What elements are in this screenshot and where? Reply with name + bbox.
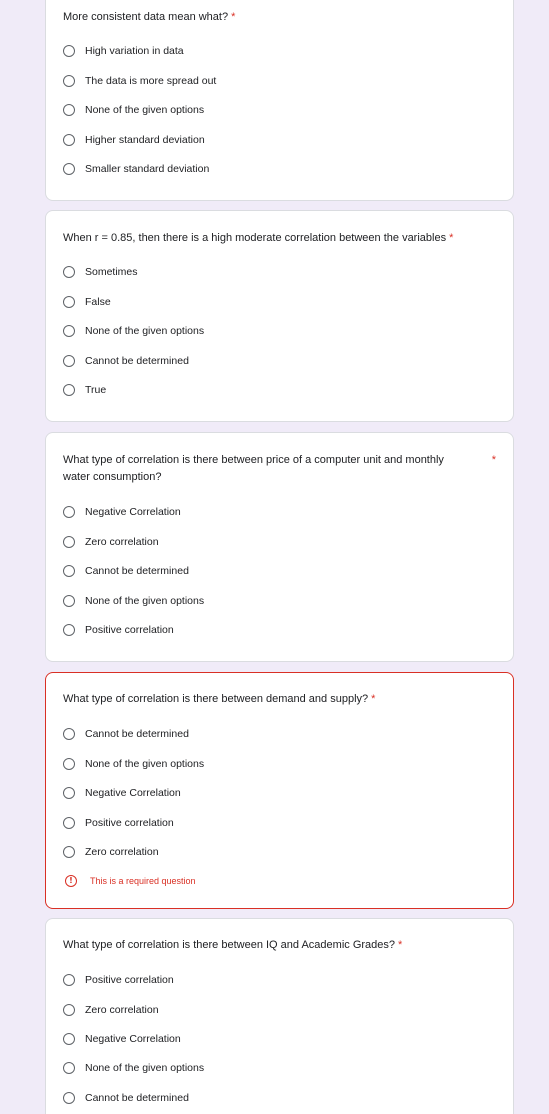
option-label: Positive correlation [85, 817, 174, 829]
option-negative-correlation[interactable] [63, 1029, 181, 1049]
radio-unchecked-icon[interactable] [63, 384, 75, 396]
option-positive-correlation[interactable] [63, 620, 174, 640]
question-card-1 [45, 0, 514, 201]
option-false[interactable] [63, 292, 111, 312]
required-asterisk: * [449, 232, 454, 244]
option-none-of-given[interactable] [63, 591, 204, 611]
error-text: This is a required question [90, 876, 196, 886]
required-asterisk: * [398, 939, 403, 951]
radio-unchecked-icon[interactable] [63, 624, 75, 636]
radio-unchecked-icon[interactable] [63, 1092, 75, 1104]
radio-unchecked-icon[interactable] [63, 758, 75, 770]
radio-unchecked-icon[interactable] [63, 565, 75, 577]
radio-unchecked-icon[interactable] [63, 728, 75, 740]
radio-unchecked-icon[interactable] [63, 974, 75, 986]
required-error-message [65, 873, 196, 889]
option-none-of-given[interactable] [63, 754, 204, 774]
question-card-4 [45, 672, 514, 909]
radio-unchecked-icon[interactable] [63, 536, 75, 548]
option-cannot-be-determined[interactable] [63, 1088, 189, 1108]
option-label: Zero correlation [85, 846, 159, 858]
option-high-variation[interactable] [63, 41, 184, 61]
radio-unchecked-icon[interactable] [63, 595, 75, 607]
option-label: Smaller standard deviation [85, 163, 210, 175]
option-label: Positive correlation [85, 624, 174, 636]
question-text: What type of correlation is there between demand and supply? [63, 693, 369, 705]
question-text: More consistent data mean what? [63, 11, 229, 23]
option-smaller-std-dev[interactable] [63, 159, 209, 179]
radio-unchecked-icon[interactable] [63, 75, 75, 87]
question-card-2 [45, 210, 514, 422]
radio-unchecked-icon[interactable] [63, 266, 75, 278]
question-text: What type of correlation is there between price of a computer unit and monthly water consumption? [63, 454, 444, 483]
option-label: None of the given options [85, 758, 205, 770]
option-more-spread-out[interactable] [63, 71, 216, 91]
option-label: False [85, 296, 111, 308]
radio-unchecked-icon[interactable] [63, 1033, 75, 1045]
option-higher-std-dev[interactable] [63, 130, 205, 150]
question-title [63, 9, 473, 26]
radio-unchecked-icon[interactable] [63, 355, 75, 367]
question-text: When r = 0.85, then there is a high moderate correlation between the variables [63, 232, 447, 244]
option-cannot-be-determined[interactable] [63, 724, 189, 744]
option-label: Negative Correlation [85, 506, 181, 518]
option-positive-correlation[interactable] [63, 970, 174, 990]
radio-unchecked-icon[interactable] [63, 787, 75, 799]
option-label: Cannot be determined [85, 1092, 189, 1104]
radio-unchecked-icon[interactable] [63, 104, 75, 116]
option-none-of-given[interactable] [63, 100, 204, 120]
option-label: None of the given options [85, 1062, 205, 1074]
option-label: Negative Correlation [85, 1033, 181, 1045]
radio-unchecked-icon[interactable] [63, 163, 75, 175]
option-label: High variation in data [85, 45, 184, 57]
radio-unchecked-icon[interactable] [63, 325, 75, 337]
option-label: True [85, 384, 107, 396]
option-negative-correlation[interactable] [63, 502, 181, 522]
option-label: Negative Correlation [85, 787, 181, 799]
question-text: What type of correlation is there between IQ and Academic Grades? [63, 939, 396, 951]
question-card-3 [45, 432, 514, 662]
question-card-5 [45, 918, 514, 1114]
option-label: None of the given options [85, 104, 205, 116]
required-asterisk: * [371, 693, 376, 705]
option-zero-correlation[interactable] [63, 532, 159, 552]
question-title [63, 937, 473, 954]
option-cannot-be-determined[interactable] [63, 351, 189, 371]
option-none-of-given[interactable] [63, 1058, 204, 1078]
question-title [63, 230, 483, 247]
question-title [63, 691, 473, 708]
option-label: Cannot be determined [85, 355, 189, 367]
option-label: The data is more spread out [85, 75, 217, 87]
option-positive-correlation[interactable] [63, 813, 174, 833]
option-label: Zero correlation [85, 1004, 159, 1016]
option-sometimes[interactable] [63, 262, 138, 282]
option-cannot-be-determined[interactable] [63, 561, 189, 581]
radio-unchecked-icon[interactable] [63, 134, 75, 146]
radio-unchecked-icon[interactable] [63, 296, 75, 308]
option-label: Cannot be determined [85, 565, 189, 577]
radio-unchecked-icon[interactable] [63, 1004, 75, 1016]
option-label: None of the given options [85, 595, 205, 607]
option-zero-correlation[interactable] [63, 842, 159, 862]
option-negative-correlation[interactable] [63, 783, 181, 803]
option-label: Cannot be determined [85, 728, 189, 740]
error-exclamation-icon: ! [65, 875, 77, 887]
option-none-of-given[interactable] [63, 321, 204, 341]
option-label: Sometimes [85, 266, 138, 278]
required-asterisk: * [231, 11, 236, 23]
question-title [63, 452, 473, 486]
required-asterisk: * [491, 454, 496, 466]
radio-unchecked-icon[interactable] [63, 506, 75, 518]
option-true[interactable] [63, 380, 106, 400]
radio-unchecked-icon[interactable] [63, 846, 75, 858]
option-label: None of the given options [85, 325, 205, 337]
radio-unchecked-icon[interactable] [63, 1062, 75, 1074]
option-zero-correlation[interactable] [63, 1000, 159, 1020]
option-label: Higher standard deviation [85, 134, 205, 146]
radio-unchecked-icon[interactable] [63, 45, 75, 57]
option-label: Zero correlation [85, 536, 159, 548]
radio-unchecked-icon[interactable] [63, 817, 75, 829]
option-label: Positive correlation [85, 974, 174, 986]
